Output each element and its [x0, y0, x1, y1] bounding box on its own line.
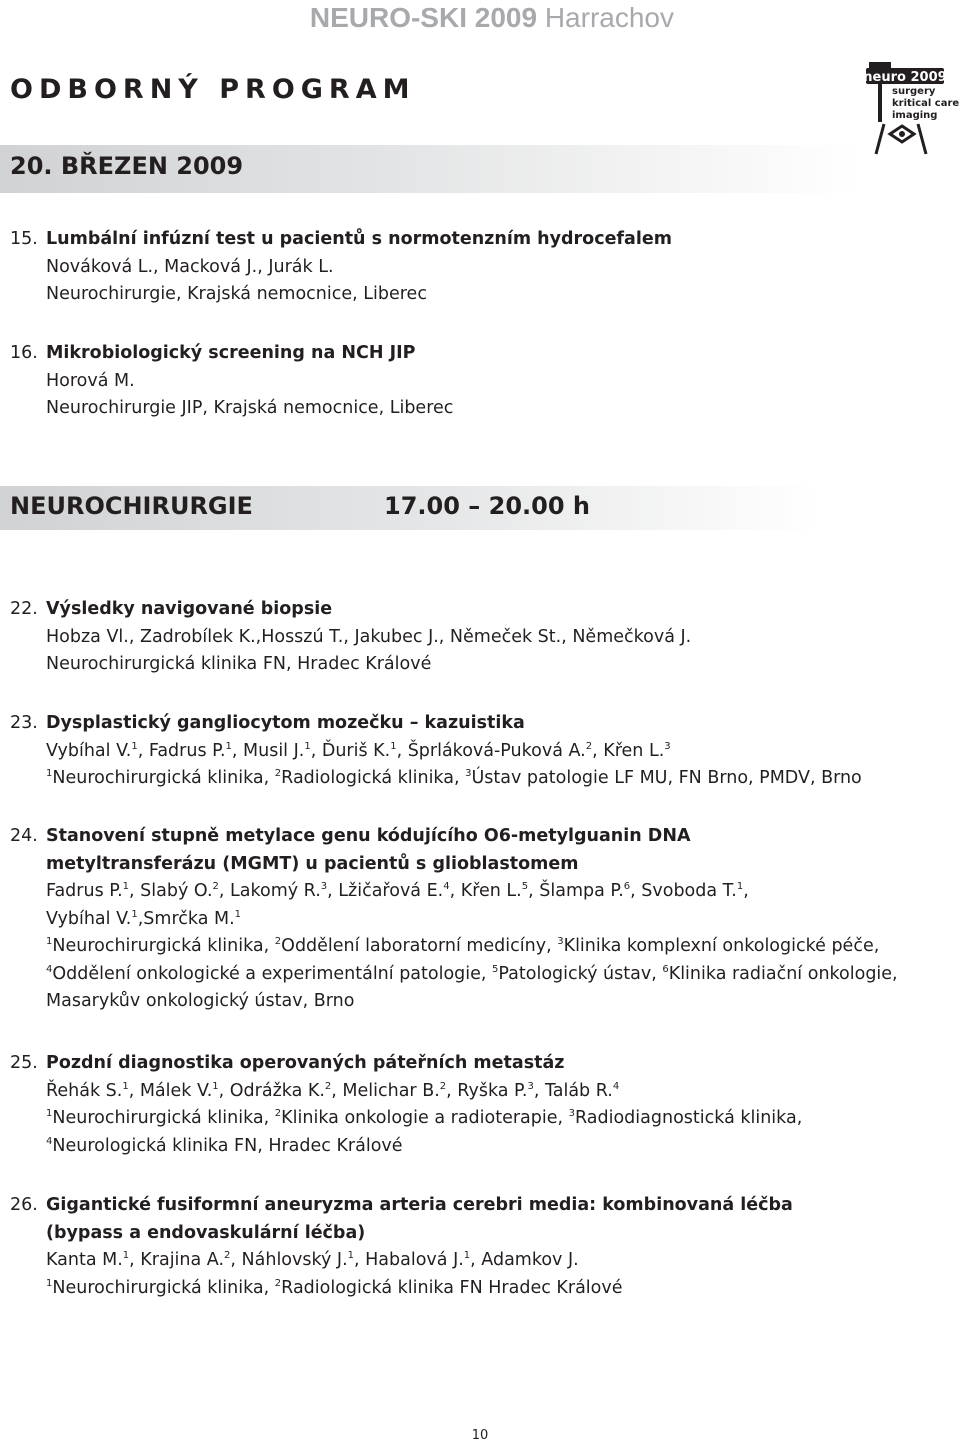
affiliation: Radiodiagnostická klinika,	[575, 1108, 803, 1128]
item-affiliation	[10, 933, 950, 961]
author-superscript: 1	[347, 1250, 355, 1261]
author: ,Smrčka M.	[137, 908, 235, 929]
affiliation-superscript: 1	[46, 768, 53, 779]
author: , Adamkov J.	[470, 1250, 579, 1270]
author: Fadrus P.	[46, 881, 123, 901]
author-superscript: 1	[234, 908, 242, 920]
date-heading: 20. BŘEZEN 2009	[10, 152, 244, 180]
affiliation-superscript: 1	[46, 1277, 53, 1289]
item-title: Pozdní diagnostika operovaných páteřních metastáz	[46, 1053, 565, 1073]
item-authors	[10, 738, 950, 766]
author: , Lakomý R.	[218, 881, 321, 901]
section-time: 17.00 – 20.00 h	[384, 492, 590, 520]
author-superscript: 1	[122, 881, 130, 892]
author-superscript: 1	[225, 740, 232, 752]
author: , Melichar B.	[331, 1080, 440, 1101]
affiliation: Oddělení onkologické a experimentální patologie,	[52, 963, 493, 984]
logo-line-2: kritical care	[892, 98, 960, 109]
author-superscript: 1	[131, 908, 138, 920]
program-item-16	[10, 340, 950, 423]
affiliation: Oddělení laboratorní medicíny,	[281, 936, 558, 956]
affiliation: Klinika radiační onkologie,	[668, 963, 898, 984]
event-place: Harrachov	[544, 2, 674, 33]
item-affiliation	[10, 1105, 950, 1133]
item-number: 23.	[10, 713, 38, 733]
affiliation-superscript: 2	[274, 1277, 282, 1289]
author: Řehák S.	[46, 1080, 123, 1101]
item-affiliation	[10, 765, 950, 793]
author-superscript: 1	[736, 881, 744, 892]
affiliation-superscript: 2	[274, 768, 282, 779]
item-affiliation	[10, 1133, 950, 1161]
logo-badge: neuro 2009	[863, 70, 947, 85]
item-number: 22.	[10, 599, 38, 619]
neuro-2009-logo-icon	[862, 62, 960, 158]
program-item-24	[10, 823, 950, 1016]
logo-line-1: surgery	[892, 86, 936, 97]
author: Vybíhal V.	[46, 908, 132, 929]
affiliation-superscript: 3	[568, 1108, 575, 1119]
item-authors	[10, 1247, 950, 1275]
logo-line-3: imaging	[892, 110, 938, 121]
author-superscript: 2	[212, 881, 219, 892]
affiliation: Neurologická klinika FN, Hradec Králové	[52, 1135, 403, 1156]
author: , Málek V.	[128, 1080, 213, 1101]
program-item-15	[10, 226, 950, 309]
item-title: Gigantické fusiformní aneuryzma arteria cerebri media: kombinovaná léčba	[46, 1195, 793, 1215]
author: , Šprláková-Puková A.	[396, 740, 586, 761]
author-superscript: 5	[521, 881, 529, 892]
author: , Ryška P.	[446, 1080, 528, 1101]
author-superscript: 4	[443, 881, 450, 892]
item-title: Mikrobiologický screening na NCH JIP	[46, 343, 416, 363]
item-title: Stanovení stupně metylace genu kódujícího O6-metylguanin DNA	[46, 826, 691, 846]
author: , Ďuriš K.	[310, 740, 391, 761]
author-superscript: 4	[612, 1080, 620, 1092]
item-number: 16.	[10, 343, 38, 363]
author: , Křen L.	[592, 740, 665, 761]
author-separator: ,	[743, 881, 749, 901]
author: , Taláb R.	[533, 1080, 613, 1101]
affiliation-superscript: 1	[46, 1108, 53, 1119]
author-superscript: 1	[304, 740, 311, 752]
item-number: 15.	[10, 229, 38, 249]
program-title: ODBORNÝ PROGRAM	[10, 74, 416, 105]
item-title-continued: metyltransferázu (MGMT) u pacientů s glioblastomem	[46, 853, 579, 874]
author: , Krajina A.	[129, 1250, 225, 1270]
affiliation-superscript: 2	[274, 936, 282, 947]
author: , Šlampa P.	[528, 881, 624, 901]
item-title: Výsledky navigované biopsie	[46, 599, 333, 619]
item-number: 26.	[10, 1195, 38, 1215]
affiliation-superscript: 3	[557, 936, 564, 947]
program-item-25	[10, 1050, 950, 1160]
author-superscript: 6	[623, 881, 631, 892]
affiliation: Neurochirurgická klinika,	[52, 1277, 275, 1298]
item-authors	[10, 1078, 950, 1106]
affiliation: Klinika onkologie a radioterapie,	[281, 1108, 569, 1128]
affiliation-superscript: 4	[46, 1135, 53, 1147]
author-superscript: 1	[463, 1250, 471, 1261]
author: , Slabý O.	[129, 881, 213, 901]
affiliation-superscript: 6	[662, 963, 669, 975]
affiliation: Radiologická klinika,	[281, 768, 466, 788]
author-superscript: 1	[390, 740, 397, 752]
item-number: 25.	[10, 1053, 38, 1073]
section-title: NEUROCHIRURGIE	[10, 492, 253, 520]
event-name: NEURO-SKI 2009	[309, 2, 538, 33]
affiliation: Patologický ústav,	[498, 963, 663, 984]
author: , Habalová J.	[354, 1250, 464, 1270]
item-affiliation: Masarykův onkologický ústav, Brno	[46, 991, 355, 1011]
affiliation-superscript: 4	[46, 963, 53, 975]
author-superscript: 1	[122, 1080, 129, 1092]
affiliation: Neurochirurgická klinika,	[52, 1108, 275, 1128]
author-superscript: 2	[324, 1080, 332, 1092]
author-superscript: 3	[527, 1080, 534, 1092]
item-affiliation: Neurochirurgie, Krajská nemocnice, Liberec	[46, 284, 427, 304]
author: , Odrážka K.	[218, 1080, 325, 1101]
item-number: 24.	[10, 826, 38, 846]
author-superscript: 2	[224, 1250, 231, 1261]
author: , Fadrus P.	[137, 740, 226, 761]
author: Vybíhal V.	[46, 740, 132, 761]
author-superscript: 3	[320, 881, 328, 892]
affiliation-superscript: 3	[465, 768, 472, 779]
page-number: 10	[471, 1428, 489, 1443]
program-item-22	[10, 596, 950, 679]
item-affiliation	[10, 961, 950, 989]
affiliation: Radiologická klinika FN Hradec Králové	[281, 1277, 623, 1298]
item-authors: Horová M.	[46, 370, 135, 391]
author-superscript: 3	[664, 740, 671, 752]
affiliation: Neurochirurgická klinika,	[52, 936, 275, 956]
item-authors-continued	[10, 906, 950, 934]
author: Kanta M.	[46, 1250, 123, 1270]
item-affiliation: Neurochirurgie JIP, Krajská nemocnice, Liberec	[46, 398, 454, 418]
item-title: Dysplastický gangliocytom mozečku – kazuistika	[46, 713, 525, 733]
author-superscript: 1	[131, 740, 138, 752]
item-affiliation: Neurochirurgická klinika FN, Hradec Králové	[46, 654, 432, 674]
item-affiliation	[10, 1275, 950, 1303]
item-authors: Hobza Vl., Zadrobílek K.,Hosszú T., Jakubec J., Němeček St., Němečková J.	[46, 626, 692, 647]
item-authors	[10, 878, 950, 906]
author-superscript: 1	[122, 1250, 130, 1261]
author: , Svoboda T.	[630, 881, 737, 901]
affiliation: Ústav patologie LF MU, FN Brno, PMDV, Brno	[471, 768, 862, 788]
event-title	[310, 2, 674, 34]
program-item-23	[10, 710, 950, 793]
affiliation: Neurochirurgická klinika,	[52, 768, 275, 788]
affiliation: Klinika komplexní onkologické péče,	[563, 936, 880, 956]
author: , Náhlovský J.	[230, 1250, 348, 1270]
affiliation-superscript: 5	[492, 963, 499, 975]
program-item-26	[10, 1192, 950, 1302]
affiliation-superscript: 1	[46, 936, 53, 947]
author-superscript: 2	[585, 740, 593, 752]
author-superscript: 2	[439, 1080, 447, 1092]
item-title: Lumbální infúzní test u pacientů s normotenzním hydrocefalem	[46, 229, 672, 249]
author: , Lžičařová E.	[327, 881, 444, 901]
author: , Křen L.	[449, 881, 522, 901]
item-title-continued: (bypass a endovaskulární léčba)	[46, 1222, 366, 1243]
affiliation-superscript: 2	[274, 1108, 282, 1119]
author-superscript: 1	[212, 1080, 219, 1092]
author: , Musil J.	[231, 740, 305, 761]
item-authors: Nováková L., Macková J., Jurák L.	[46, 256, 334, 277]
